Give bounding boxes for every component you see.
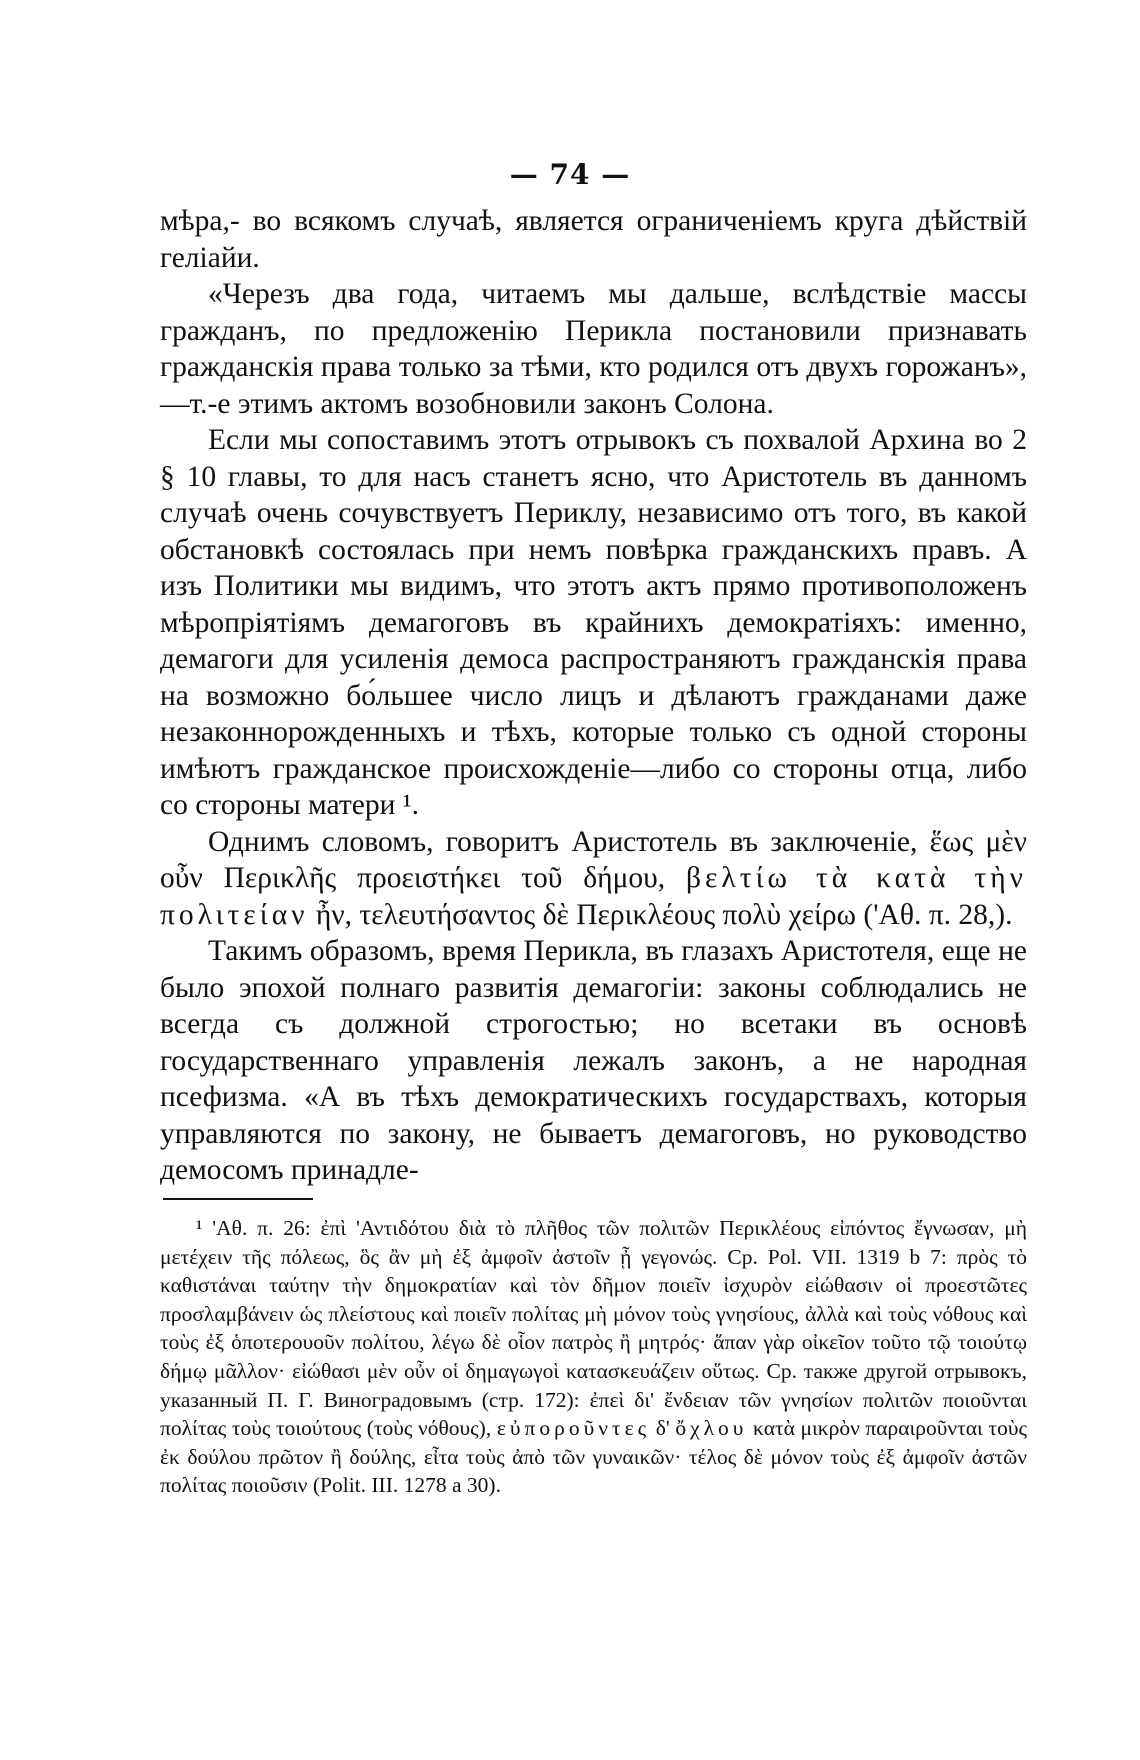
conclusion-text-spaced: βελτίω τὰ κατὰ τὴν πολιτείαν xyxy=(160,862,1027,931)
main-text xyxy=(160,203,1027,1189)
paragraph-quote-perikles-law: «Черезъ два года, читаемъ мы дальше, вслѣдствіе массы гражданъ, по предложенію Перикла постановили признавать гражданскія права только за тѣми, кто родился отъ двухъ горожанъ»,—т.-е этимъ актомъ возобновили законъ Солона. xyxy=(160,278,1027,420)
footnote-text-middle: δ' xyxy=(650,1416,676,1441)
conclusion-text-before: Однимъ словомъ, говоритъ Аристотель въ заключеніе, ἕως μὲν οὖν Περικλῆς προειστήκει τοῦ δήμου, xyxy=(160,825,1027,894)
paragraph-continuation: мѣра,- во всякомъ случаѣ, является ограниченіемъ круга дѣйствій геліайи. xyxy=(160,205,1027,274)
footnote-1 xyxy=(160,1214,1027,1500)
paragraph-comparison-archin: Если мы сопоставимъ этотъ отрывокъ съ похвалой Архина во 2 § 10 главы, то для насъ станетъ ясно, что Аристотель въ данномъ случаѣ очень сочувствуетъ Периклу, независимо отъ того, въ какой обстановкѣ состоялась при немъ повѣрка гражданскихъ правъ. А изъ Политики мы видимъ, что этотъ актъ прямо противоположенъ мѣропріятіямъ демагоговъ въ крайнихъ демократіяхъ: именно, демагоги для усиленія демоса распространяютъ гражданскія права на возможно бо́льшее число лицъ и дѣлаютъ гражданами даже незаконнорожденныхъ и тѣхъ, которые только съ одной стороны имѣютъ гражданское происхожденіе—либо со стороны отца, либо со стороны матери ¹. xyxy=(160,424,1027,821)
paragraph-demagogy-summary: Такимъ образомъ, время Перикла, въ глазахъ Аристотеля, еще не было эпохой полнаго развитія демагогіи: законы соблюдались не всегда съ должной строгостью; но всетаки въ основѣ государственнаго управленія лежалъ законъ, а не народная псефизма. «А въ тѣхъ демократическихъ государствахъ, которыя управляются по закону, не бываетъ демагоговъ, но руководство демосомъ принадле- xyxy=(160,935,1027,1186)
footnote-text-spaced-2: ὄχλου xyxy=(675,1416,748,1441)
footnote-divider xyxy=(163,1198,313,1200)
paragraph-aristotle-conclusion xyxy=(160,824,1027,934)
page-number: — 74 — xyxy=(509,158,631,191)
conclusion-text-after: ἦν, τελευτήσαντος δὲ Περικλέους πολὺ χείρω ('Αθ. π. 28,). xyxy=(308,898,1013,931)
footnote-text-before: ¹ 'Αθ. π. 26: ἐπὶ 'Αντιδότου διὰ τὸ πλῆθος τῶν πολιτῶν Περικλέους εἰπόντος ἔγνωσαν, μὴ μετέχειν τῆς πόλεως, ὃς ἂν μὴ ἐξ ἀμφοῖν ἀστοῖν ᾖ γεγονώς. Cp. Pol. VII. 1319 b 7: πρὸς τὸ καθιστάναι ταύτην τὴν δημοκρατίαν καὶ τὸν δῆμον ποιεῖν ἰσχυρὸν εἰώθασιν οἱ προεστῶτες προσλαμβάνειν ὡς πλείστους καὶ ποιεῖν πολίτας μὴ μόνον τοὺς γνησίους, ἀλλὰ καὶ τοὺς νόθους καὶ τοὺς ἐξ ὁποτερουοῦν πολίτου, λέγω δὲ οἷον πατρὸς ἢ μητρός· ἅπαν γὰρ οἰκεῖον τοῦτο τῷ τοιούτῳ δήμῳ μᾶλλον· εἰώθασι μὲν οὖν οἱ δημαγωγοὶ κατασκευάζειν οὕτως. Ср. также другой отрывокъ, указанный П. Г. Виноградовымъ (стр. 172): ἐπεὶ δι' ἔνδειαν τῶν γνησίων πολιτῶν ποιοῦνται πολίτας τοὺς τοιούτους (τοὺς νόθους), xyxy=(160,1216,1027,1441)
footnote-text-spaced: εὐποροῦντες xyxy=(496,1416,651,1441)
footnote-text-after: κατὰ μικρὸν παραιροῦνται τοὺς ἐκ δούλου πρῶτον ἢ δούλης, εἶτα τοὺς ἀπὸ τῶν γυναικῶν· τέλος δὲ μόνον τοὺς ἐξ ἀμφοῖν ἀστῶν πολίτας ποιοῦσιν (Polit. III. 1278 a 30). xyxy=(160,1416,1027,1498)
